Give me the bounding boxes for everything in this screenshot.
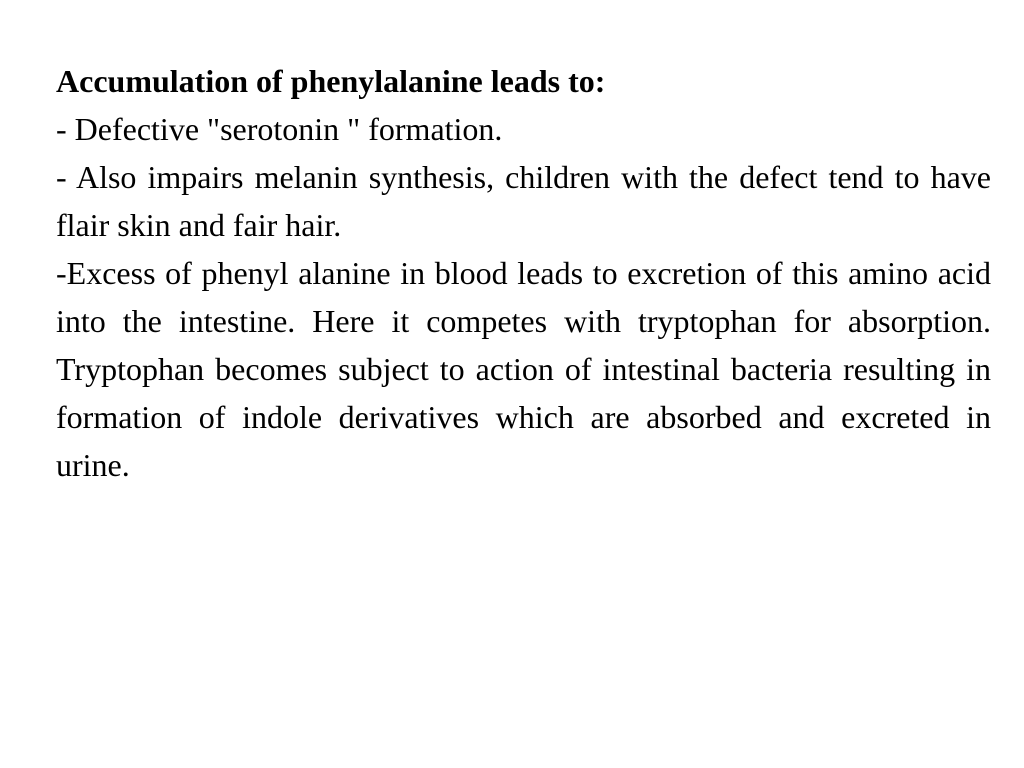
bullet-serotonin: - Defective "serotonin " formation. (56, 111, 503, 147)
bullet-excess-phenylalanine: -Excess of phenyl alanine in blood leads to excretion of this amino acid into the intestine. Here it competes with tryptophan for absorption. Tryptophan becomes subject to action of intestinal bacteria resulting in formation of indole derivatives which are absorbed and excreted in urine. (56, 255, 991, 483)
slide-heading: Accumulation of phenylalanine leads to: (56, 63, 606, 99)
bullet-melanin: - Also impairs melanin synthesis, children with the defect tend to have flair skin and fair hair. (56, 159, 991, 243)
slide-body (56, 57, 991, 489)
